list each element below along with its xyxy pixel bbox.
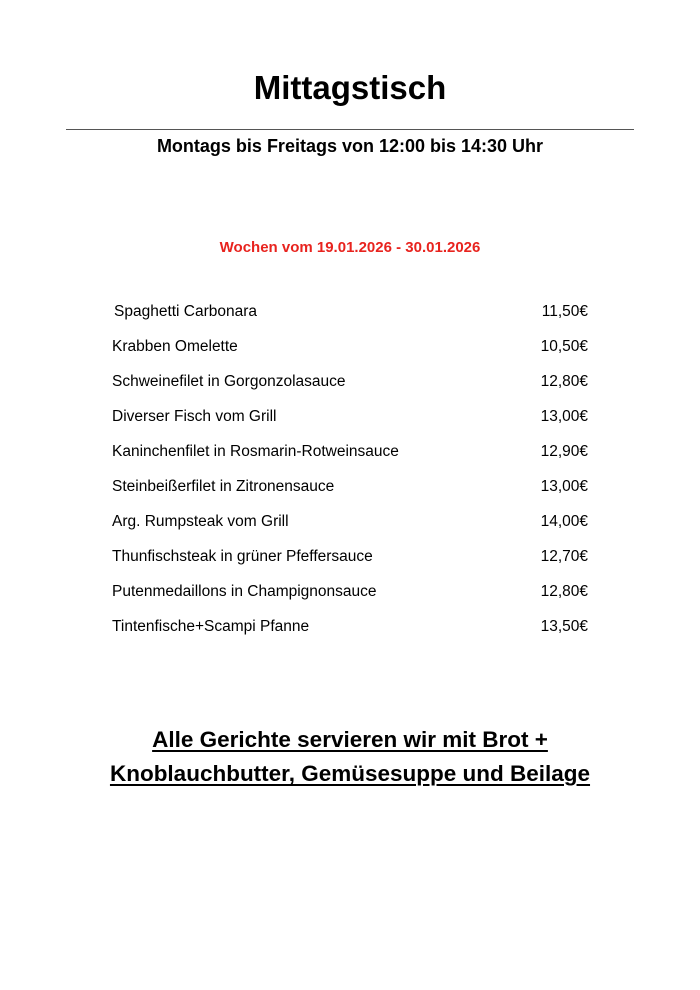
dish-name: Thunfischsteak in grüner Pfeffersauce <box>112 548 373 565</box>
period-label: Wochen vom 19.01.2026 - 30.01.2026 <box>219 239 481 256</box>
dish-price: 13,50€ <box>540 618 588 635</box>
dish-name: Krabben Omelette <box>112 338 238 355</box>
page-title: Mittagstisch <box>253 69 447 106</box>
menu-item <box>112 545 588 580</box>
dish-name: Putenmedaillons in Champignonsauce <box>112 583 377 600</box>
menu-item <box>112 615 588 650</box>
menu-item <box>112 370 588 405</box>
menu-item <box>112 475 588 510</box>
side-dishes-note-line-2: Knoblauchbutter, Gemüsesuppe und Beilage <box>109 761 591 786</box>
dish-price: 12,80€ <box>540 373 588 390</box>
menu-list <box>112 300 588 650</box>
opening-hours: Montags bis Freitags von 12:00 bis 14:30 Uhr <box>156 136 544 156</box>
dish-price: 12,90€ <box>540 443 588 460</box>
dish-price: 14,00€ <box>540 513 588 530</box>
dish-price: 12,80€ <box>540 583 588 600</box>
side-dishes-note-line-1: Alle Gerichte servieren wir mit Brot + <box>152 727 548 752</box>
dish-price: 12,70€ <box>540 548 588 565</box>
dish-price: 10,50€ <box>540 338 588 355</box>
dish-name: Arg. Rumpsteak vom Grill <box>112 513 289 530</box>
menu-item <box>112 405 588 440</box>
dish-name: Diverser Fisch vom Grill <box>112 408 277 425</box>
menu-item <box>112 510 588 545</box>
dish-name: Tintenfische+Scampi Pfanne <box>112 618 310 635</box>
menu-item <box>112 580 588 615</box>
dish-price: 13,00€ <box>540 408 588 425</box>
dish-price: 11,50€ <box>541 303 588 320</box>
dish-name: Spaghetti Carbonara <box>114 303 258 320</box>
dish-name: Kaninchenfilet in Rosmarin-Rotweinsauce <box>112 443 399 460</box>
title-divider <box>66 129 634 130</box>
dish-name: Steinbeißerfilet in Zitronensauce <box>112 478 335 495</box>
side-dishes-note <box>0 723 700 791</box>
menu-item <box>112 335 588 370</box>
menu-item <box>112 440 588 475</box>
dish-name: Schweinefilet in Gorgonzolasauce <box>112 373 346 390</box>
menu-item <box>112 300 588 335</box>
dish-price: 13,00€ <box>540 478 588 495</box>
